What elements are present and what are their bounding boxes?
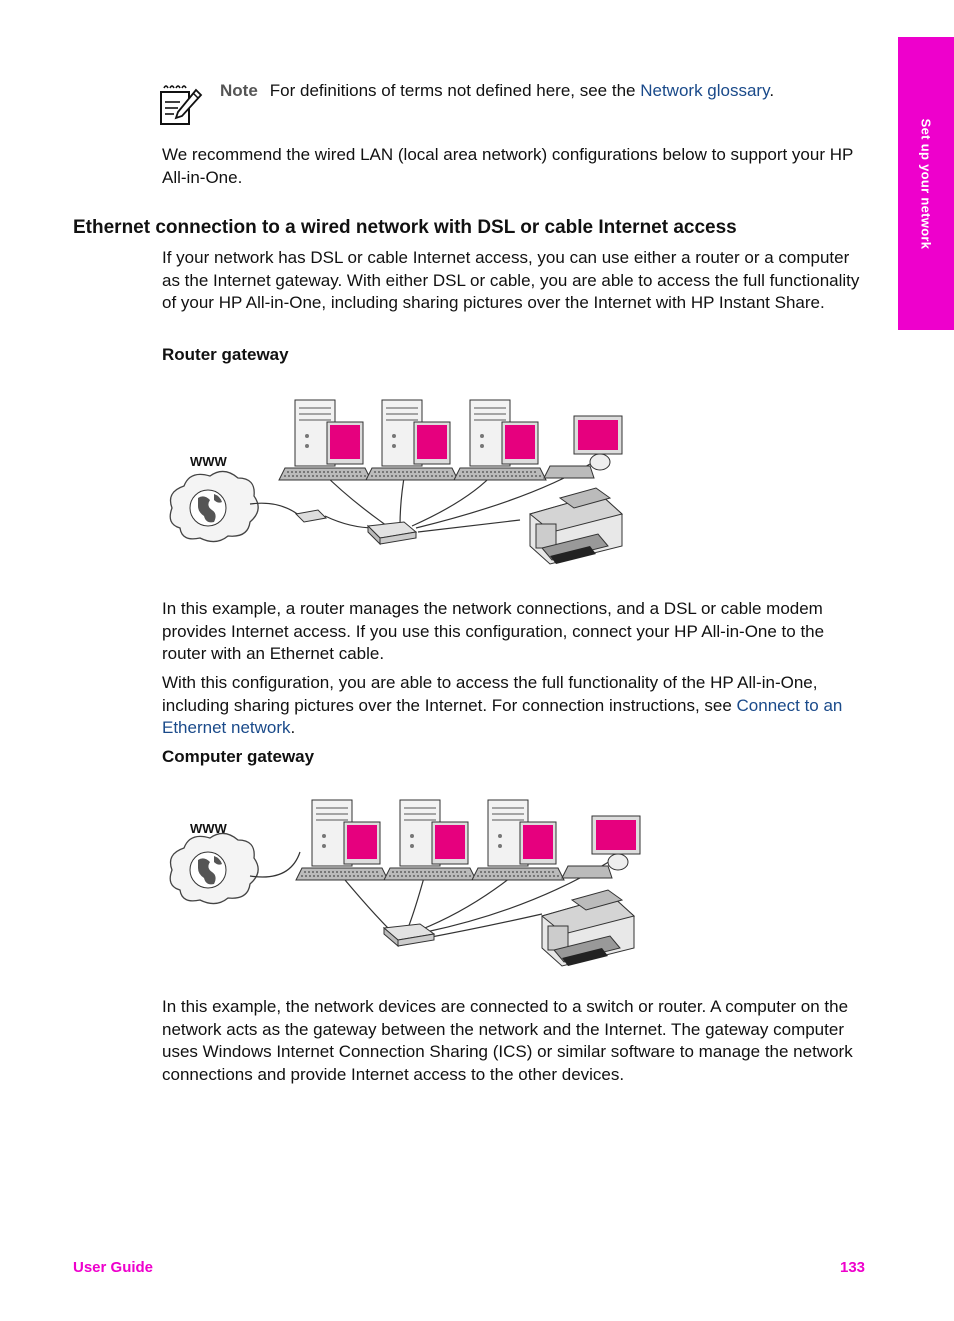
section-side-tab [898,37,954,330]
intro-paragraph: We recommend the wired LAN (local area network) configurations below to support your HP All-in-One. [162,145,854,187]
note-pencil-icon [158,82,204,128]
note-text: For definitions of terms not defined here, see the [269,81,641,100]
page-number: 133 [840,1259,866,1276]
computer-paragraph: In this example, the network devices are connected to a switch or router. A computer on the network acts as the gateway between the network and the Internet. The gateway computer uses Windows Internet Connection Sharing (ICS) or similar software to manage the network connections and provide Internet access to the other devices. [162,997,853,1084]
note-label: Note [220,81,258,100]
note-end: . [769,81,775,100]
router-paragraph-2-end: . [290,718,296,738]
computer-gateway-title: Computer gateway [162,747,315,766]
computer-gateway-diagram [150,790,670,1000]
side-tab-label: Set up your network [918,118,934,249]
router-paragraph-2-text: With this configuration, you are able to access the full functionality of the HP All-in-One, including sharing pictures over the Internet. For connection instructions, see [162,673,818,715]
router-gateway-diagram [150,380,670,590]
footer-guide-title: User Guide [73,1259,154,1276]
note [220,80,774,102]
router-www-label: WWW [190,454,227,469]
router-paragraph-2 [162,672,862,740]
router-paragraph-1: In this example, a router manages the network connections, and a DSL or cable modem provides Internet access. If you use this configuration, connect your HP All-in-One to the router with an Ethernet cable. [162,599,825,664]
connect-ethernet-link[interactable]: Connect to an Ethernet network [162,695,843,738]
network-glossary-link[interactable]: Network glossary [640,81,770,100]
computer-www-label: WWW [190,821,227,836]
router-gateway-title: Router gateway [162,345,289,364]
section-paragraph: If your network has DSL or cable Internet access, you can use either a router or a computer as the Internet gateway. With either DSL or cable, you are able to access the full functionality of your HP All-in-One, including sharing pictures over the Internet with HP Instant Share. [162,248,860,313]
section-heading: Ethernet connection to a wired network with DSL or cable Internet access [73,217,737,238]
